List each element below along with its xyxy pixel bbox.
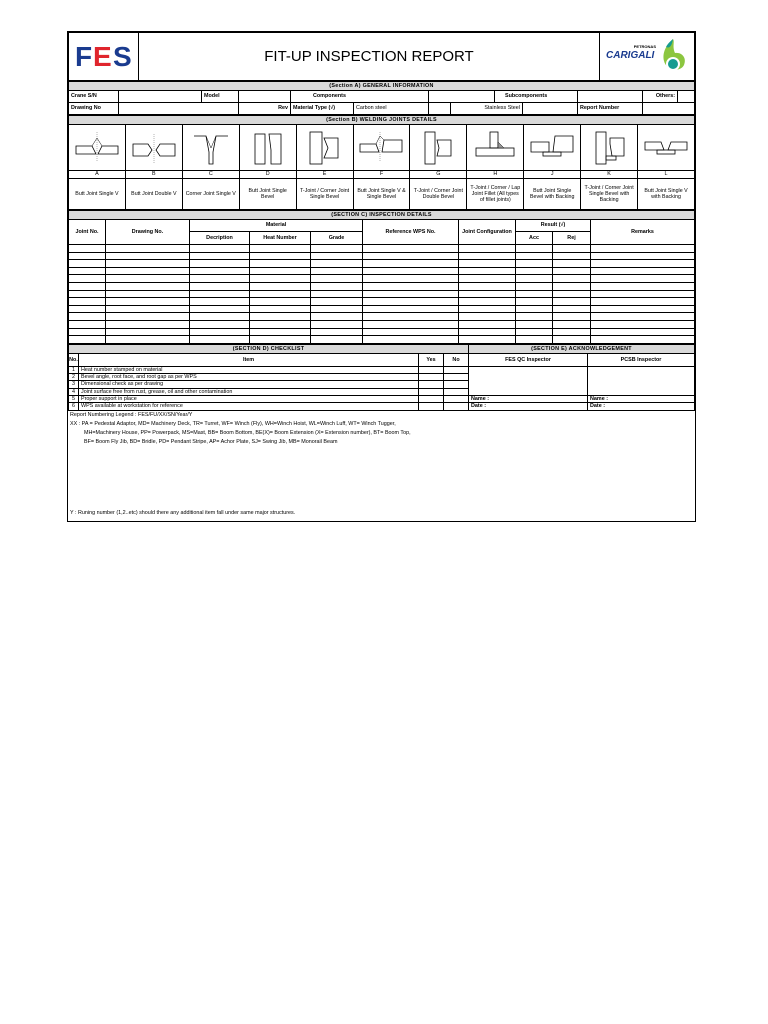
inspection-cell[interactable] (250, 336, 311, 344)
others-field[interactable] (678, 91, 695, 103)
inspection-cell[interactable] (69, 336, 106, 344)
checklist-item: Bevel angle, root face, and root gap as per WPS (79, 374, 419, 381)
inspection-row (69, 267, 695, 275)
section-a-title: (Section A) GENERAL INFORMATION (69, 82, 695, 91)
inspection-cell[interactable] (106, 298, 190, 306)
inspection-cell[interactable] (190, 336, 250, 344)
date-label: Date : (590, 403, 606, 410)
remarks-header: Remarks (591, 220, 695, 245)
svg-text:S: S (112, 41, 132, 71)
joint-description: T-Joint / Corner Joint Single Bevel (296, 179, 353, 210)
fes-qc-inspector-header: FES QC Inspector (469, 353, 588, 366)
stainless-steel-label: Stainless Steel (451, 103, 523, 115)
joint-config-header: Joint Configuration (459, 220, 516, 245)
inspection-cell[interactable] (363, 298, 459, 306)
inspection-cell[interactable] (553, 260, 591, 268)
checklist-item: Proper support in place (79, 395, 419, 402)
joint-description: Butt Joint Single Bevel with Backing (524, 179, 581, 210)
inspection-cell[interactable] (553, 320, 591, 328)
inspection-cell[interactable] (106, 305, 190, 313)
inspection-cell[interactable] (250, 290, 311, 298)
inspection-cell[interactable] (459, 245, 516, 253)
inspection-cell[interactable] (516, 275, 553, 283)
inspection-row (69, 275, 695, 283)
inspection-cell[interactable] (250, 245, 311, 253)
inspection-row (69, 245, 695, 253)
inspection-cell[interactable] (106, 260, 190, 268)
heat-number-header: Heat Number (250, 232, 311, 245)
inspection-cell[interactable] (69, 305, 106, 313)
section-a-table (68, 81, 695, 115)
result-header: Result (√) (516, 220, 591, 232)
drawing-no-field[interactable] (119, 103, 239, 115)
inspection-cell[interactable] (591, 305, 695, 313)
carigali-emblem-icon (658, 37, 688, 77)
joint-b-diagram (125, 125, 182, 171)
section-b-table (68, 115, 695, 210)
checklist-item: Joint surface free from rust, grease, oil and other contamination (79, 388, 419, 395)
inspection-cell[interactable] (459, 282, 516, 290)
joint-letter: G (410, 171, 467, 179)
inspection-report-form (67, 31, 696, 522)
joint-h-diagram (467, 125, 524, 171)
components-label: Components (291, 91, 429, 103)
inspection-cell[interactable] (553, 252, 591, 260)
inspection-cell[interactable] (591, 282, 695, 290)
joint-l-diagram (638, 125, 695, 171)
inspection-cell[interactable] (311, 260, 363, 268)
inspection-cell[interactable] (190, 260, 250, 268)
inspection-cell[interactable] (516, 298, 553, 306)
inspection-cell[interactable] (459, 336, 516, 344)
joint-letter: L (638, 171, 695, 179)
fes-logo-graphic (73, 40, 135, 70)
joint-f-diagram (353, 125, 410, 171)
inspection-cell[interactable] (591, 260, 695, 268)
inspection-cell[interactable] (190, 275, 250, 283)
inspection-row (69, 290, 695, 298)
crane-sn-label: Crane S/N (69, 91, 119, 103)
legend-line: XX : PA = Pedestal Adaptor, MD= Machinery Deck, TR= Turret, WF= Winch (Fly), WH=Winch Hoist, WL=Winch Luff, WT= Winch Tugger, (70, 420, 396, 427)
joint-description: T-Joint / Corner / Lap Joint Fillet (All types of fillet joints) (467, 179, 524, 210)
inspection-cell[interactable] (250, 305, 311, 313)
joint-description: Butt Joint Single V & Single Bevel (353, 179, 410, 210)
inspection-cell[interactable] (311, 252, 363, 260)
inspection-cell[interactable] (553, 282, 591, 290)
inspection-cell[interactable] (311, 313, 363, 321)
inspection-cell[interactable] (363, 282, 459, 290)
inspection-cell[interactable] (250, 267, 311, 275)
joint-description: Butt Joint Single V with Backing (638, 179, 695, 210)
joint-description: T-Joint / Corner Joint Single Bevel with Backing (581, 179, 638, 210)
inspection-cell[interactable] (250, 320, 311, 328)
inspection-cell[interactable] (459, 313, 516, 321)
inspection-cell[interactable] (363, 245, 459, 253)
inspection-cell[interactable] (190, 290, 250, 298)
acc-header: Acc (516, 232, 553, 245)
inspection-row (69, 282, 695, 290)
checklist-item: WPS available at workstation for reference (79, 403, 419, 410)
joint-description: Butt Joint Double V (125, 179, 182, 210)
rej-header: Rej (553, 232, 591, 245)
legend-line: Report Numbering Legend : FES/FU/XX/SN/Year/Y (70, 411, 193, 418)
inspection-row (69, 305, 695, 313)
legend-block (68, 411, 695, 521)
drawing-no-header: Drawing No. (106, 220, 190, 245)
joint-description: Butt Joint Single Bevel (239, 179, 296, 210)
joint-k-diagram (581, 125, 638, 171)
inspection-cell[interactable] (190, 305, 250, 313)
checklist-yes-header: Yes (419, 353, 444, 366)
joint-d-diagram (239, 125, 296, 171)
joint-description: Butt Joint Single V (69, 179, 126, 210)
inspection-cell[interactable] (516, 282, 553, 290)
fes-logo (69, 33, 139, 81)
inspection-cell[interactable] (516, 336, 553, 344)
checklist-no-box[interactable] (444, 366, 469, 373)
section-d-title: (SECTION D) CHECKLIST (69, 344, 469, 353)
inspection-cell[interactable] (311, 245, 363, 253)
inspection-cell[interactable] (363, 260, 459, 268)
joint-description: T-Joint / Corner Joint Double Bevel (410, 179, 467, 210)
joint-letter: F (353, 171, 410, 179)
inspection-cell[interactable] (363, 275, 459, 283)
checklist-no: 1 (69, 366, 79, 373)
carbon-steel-checkbox[interactable] (429, 103, 451, 115)
inspection-cell[interactable] (69, 313, 106, 321)
inspection-cell[interactable] (250, 275, 311, 283)
inspection-cell[interactable] (363, 290, 459, 298)
stainless-steel-checkbox[interactable] (523, 103, 578, 115)
checklist-yes-box[interactable] (419, 366, 444, 373)
section-c-table (68, 210, 695, 344)
inspection-cell[interactable] (106, 320, 190, 328)
inspection-cell[interactable] (553, 328, 591, 336)
joint-description: Corner Joint Single V (182, 179, 239, 210)
section-b-title: (Section B) WELDING JOINTS DETAILS (69, 116, 695, 125)
inspection-cell[interactable] (459, 260, 516, 268)
inspection-cell[interactable] (591, 245, 695, 253)
inspection-cell[interactable] (516, 305, 553, 313)
inspection-cell[interactable] (363, 313, 459, 321)
inspection-cell[interactable] (363, 252, 459, 260)
inspection-cell[interactable] (106, 313, 190, 321)
others-label: Others: (643, 91, 678, 103)
inspection-cell[interactable] (516, 252, 553, 260)
checklist-no-header: No. (69, 353, 79, 366)
inspection-cell[interactable] (69, 328, 106, 336)
inspection-cell[interactable] (516, 313, 553, 321)
checklist-no-box[interactable] (444, 374, 469, 381)
pcsb-date-field[interactable] (588, 403, 695, 410)
checklist-no: 5 (69, 395, 79, 402)
inspection-cell[interactable] (591, 320, 695, 328)
model-field[interactable] (239, 91, 291, 103)
fes-name-field[interactable] (469, 395, 588, 402)
inspection-cell[interactable] (190, 267, 250, 275)
inspection-cell[interactable] (363, 328, 459, 336)
checklist-yes-box[interactable] (419, 388, 444, 395)
inspection-cell[interactable] (311, 290, 363, 298)
inspection-cell[interactable] (591, 298, 695, 306)
inspection-cell[interactable] (69, 267, 106, 275)
material-header: Material (190, 220, 363, 232)
inspection-cell[interactable] (516, 290, 553, 298)
joint-letter: D (239, 171, 296, 179)
carbon-steel-label: Carbon steel (354, 103, 429, 115)
checklist-yes-box[interactable] (419, 381, 444, 388)
inspection-cell[interactable] (190, 282, 250, 290)
inspection-cell[interactable] (106, 245, 190, 253)
inspection-cell[interactable] (591, 313, 695, 321)
joint-no-header: Joint No. (69, 220, 106, 245)
name-label: Name : (471, 395, 490, 402)
inspection-cell[interactable] (311, 282, 363, 290)
checklist-no: 3 (69, 381, 79, 388)
section-c-title: (SECTION C) INSPECTION DETAILS (69, 211, 695, 220)
inspection-cell[interactable] (459, 305, 516, 313)
inspection-cell[interactable] (106, 252, 190, 260)
inspection-cell[interactable] (591, 252, 695, 260)
inspection-cell[interactable] (459, 328, 516, 336)
rev-label: Rev (239, 103, 291, 115)
inspection-cell[interactable] (190, 252, 250, 260)
inspection-cell[interactable] (553, 275, 591, 283)
inspection-cell[interactable] (591, 275, 695, 283)
subcomponents-label: Subcomponents (495, 91, 578, 103)
inspection-cell[interactable] (250, 252, 311, 260)
joint-j-diagram (524, 125, 581, 171)
svg-text:E: E (92, 41, 112, 71)
inspection-cell[interactable] (106, 336, 190, 344)
description-header: Decription (190, 232, 250, 245)
svg-text:F: F (74, 41, 92, 71)
inspection-cell[interactable] (591, 336, 695, 344)
name-label: Name : (590, 395, 609, 402)
joint-c-diagram (182, 125, 239, 171)
checklist-no: 4 (69, 388, 79, 395)
inspection-cell[interactable] (311, 267, 363, 275)
inspection-cell[interactable] (311, 336, 363, 344)
inspection-cell[interactable] (69, 245, 106, 253)
checklist-yes-box[interactable] (419, 395, 444, 402)
joint-letter: A (69, 171, 126, 179)
inspection-cell[interactable] (363, 320, 459, 328)
inspection-cell[interactable] (553, 336, 591, 344)
inspection-row (69, 252, 695, 260)
inspection-cell[interactable] (459, 320, 516, 328)
page-title: FIT-UP INSPECTION REPORT (139, 33, 600, 81)
inspection-cell[interactable] (459, 298, 516, 306)
checklist-yes-box[interactable] (419, 374, 444, 381)
inspection-cell[interactable] (250, 282, 311, 290)
inspection-cell[interactable] (553, 290, 591, 298)
components-field[interactable] (429, 91, 495, 103)
inspection-cell[interactable] (553, 305, 591, 313)
inspection-cell[interactable] (363, 305, 459, 313)
inspection-row (69, 313, 695, 321)
checklist-no-box[interactable] (444, 381, 469, 388)
petronas-label: PETRONAS (633, 44, 656, 49)
joint-letter: K (581, 171, 638, 179)
joint-a-diagram (69, 125, 126, 171)
inspection-cell[interactable] (69, 290, 106, 298)
inspection-cell[interactable] (250, 328, 311, 336)
date-label: Date : (471, 403, 487, 410)
inspection-row (69, 328, 695, 336)
fes-date-field[interactable] (469, 403, 588, 410)
inspection-cell[interactable] (106, 267, 190, 275)
joint-letter: B (125, 171, 182, 179)
checklist-no: 2 (69, 374, 79, 381)
grade-header: Grade (311, 232, 363, 245)
inspection-cell[interactable] (250, 298, 311, 306)
inspection-cell[interactable] (516, 328, 553, 336)
inspection-cell[interactable] (69, 320, 106, 328)
inspection-cell[interactable] (190, 320, 250, 328)
section-de-table (68, 344, 695, 411)
inspection-cell[interactable] (553, 245, 591, 253)
checklist-no-box[interactable] (444, 403, 469, 410)
inspection-cell[interactable] (190, 298, 250, 306)
checklist-item-header: Item (79, 353, 419, 366)
inspection-cell[interactable] (106, 290, 190, 298)
inspection-cell[interactable] (190, 328, 250, 336)
inspection-cell[interactable] (311, 305, 363, 313)
inspection-rows (69, 245, 695, 344)
pcsb-name-field[interactable] (588, 395, 695, 402)
inspection-cell[interactable] (311, 298, 363, 306)
joint-e-diagram (296, 125, 353, 171)
carigali-logo (600, 33, 695, 81)
inspection-cell[interactable] (311, 320, 363, 328)
joint-letter: H (467, 171, 524, 179)
inspection-cell[interactable] (106, 328, 190, 336)
checklist-no-box[interactable] (444, 395, 469, 402)
inspection-cell[interactable] (69, 298, 106, 306)
report-number-label: Report Number (578, 103, 643, 115)
joint-letter: C (182, 171, 239, 179)
checklist-item: Dimensional check as per drawing (79, 381, 419, 388)
inspection-cell[interactable] (516, 267, 553, 275)
inspection-cell[interactable] (553, 298, 591, 306)
inspection-cell[interactable] (516, 320, 553, 328)
inspection-cell[interactable] (553, 267, 591, 275)
inspection-cell[interactable] (591, 328, 695, 336)
inspection-cell[interactable] (459, 275, 516, 283)
model-label: Model (202, 91, 239, 103)
inspection-cell[interactable] (311, 328, 363, 336)
inspection-cell[interactable] (69, 260, 106, 268)
drawing-no-label: Drawing No (69, 103, 119, 115)
joint-g-diagram (410, 125, 467, 171)
checklist-no: 6 (69, 403, 79, 410)
checklist-item: Heat number stamped on material (79, 366, 419, 373)
inspection-cell[interactable] (459, 252, 516, 260)
inspection-cell[interactable] (591, 290, 695, 298)
inspection-cell[interactable] (190, 313, 250, 321)
carigali-label: CARIGALI (606, 49, 655, 61)
inspection-cell[interactable] (250, 260, 311, 268)
pcsb-signature-area[interactable] (588, 366, 695, 395)
inspection-cell[interactable] (363, 267, 459, 275)
inspection-row (69, 260, 695, 268)
header-table (68, 32, 695, 81)
checklist-no-col-header: No (444, 353, 469, 366)
crane-sn-field[interactable] (119, 91, 202, 103)
inspection-cell[interactable] (106, 275, 190, 283)
material-type-label: Material Type (√) (291, 103, 354, 115)
fes-qc-signature-area[interactable] (469, 366, 588, 395)
joint-letter: J (524, 171, 581, 179)
inspection-cell[interactable] (69, 282, 106, 290)
subcomponents-field[interactable] (578, 91, 643, 103)
inspection-cell[interactable] (459, 267, 516, 275)
joint-letter: E (296, 171, 353, 179)
inspection-row (69, 320, 695, 328)
report-number-field[interactable] (643, 103, 695, 115)
inspection-cell[interactable] (69, 275, 106, 283)
inspection-cell[interactable] (311, 275, 363, 283)
wps-header: Reference WPS No. (363, 220, 459, 245)
checklist-yes-box[interactable] (419, 403, 444, 410)
legend-line: MH=Machinery House, PP= Powerpack, MS=Mast, BB= Boom Bottom, BE(X)= Boom Extension (X= Extension number), BT= Boom Top, (84, 429, 411, 436)
section-e-title: (SECTION E) ACKNOWLEDGEMENT (469, 344, 695, 353)
inspection-row (69, 336, 695, 344)
inspection-cell[interactable] (190, 245, 250, 253)
inspection-row (69, 298, 695, 306)
legend-line: Y : Runing number (1,2..etc) should there any additional item fall under same major structures. (70, 509, 296, 516)
inspection-cell[interactable] (363, 336, 459, 344)
legend-line: BF= Boom Fly Jib, BD= Bridle, PD= Pendant Stripe, AP= Achor Plate, SJ= Swing Jib, MB= Monorail Beam (84, 438, 338, 445)
inspection-cell[interactable] (106, 282, 190, 290)
inspection-cell[interactable] (69, 252, 106, 260)
inspection-cell[interactable] (516, 245, 553, 253)
inspection-cell[interactable] (250, 313, 311, 321)
checklist-no-box[interactable] (444, 388, 469, 395)
inspection-cell[interactable] (516, 260, 553, 268)
pcsb-inspector-header: PCSB Inspector (588, 353, 695, 366)
inspection-cell[interactable] (459, 290, 516, 298)
inspection-cell[interactable] (553, 313, 591, 321)
inspection-cell[interactable] (591, 267, 695, 275)
